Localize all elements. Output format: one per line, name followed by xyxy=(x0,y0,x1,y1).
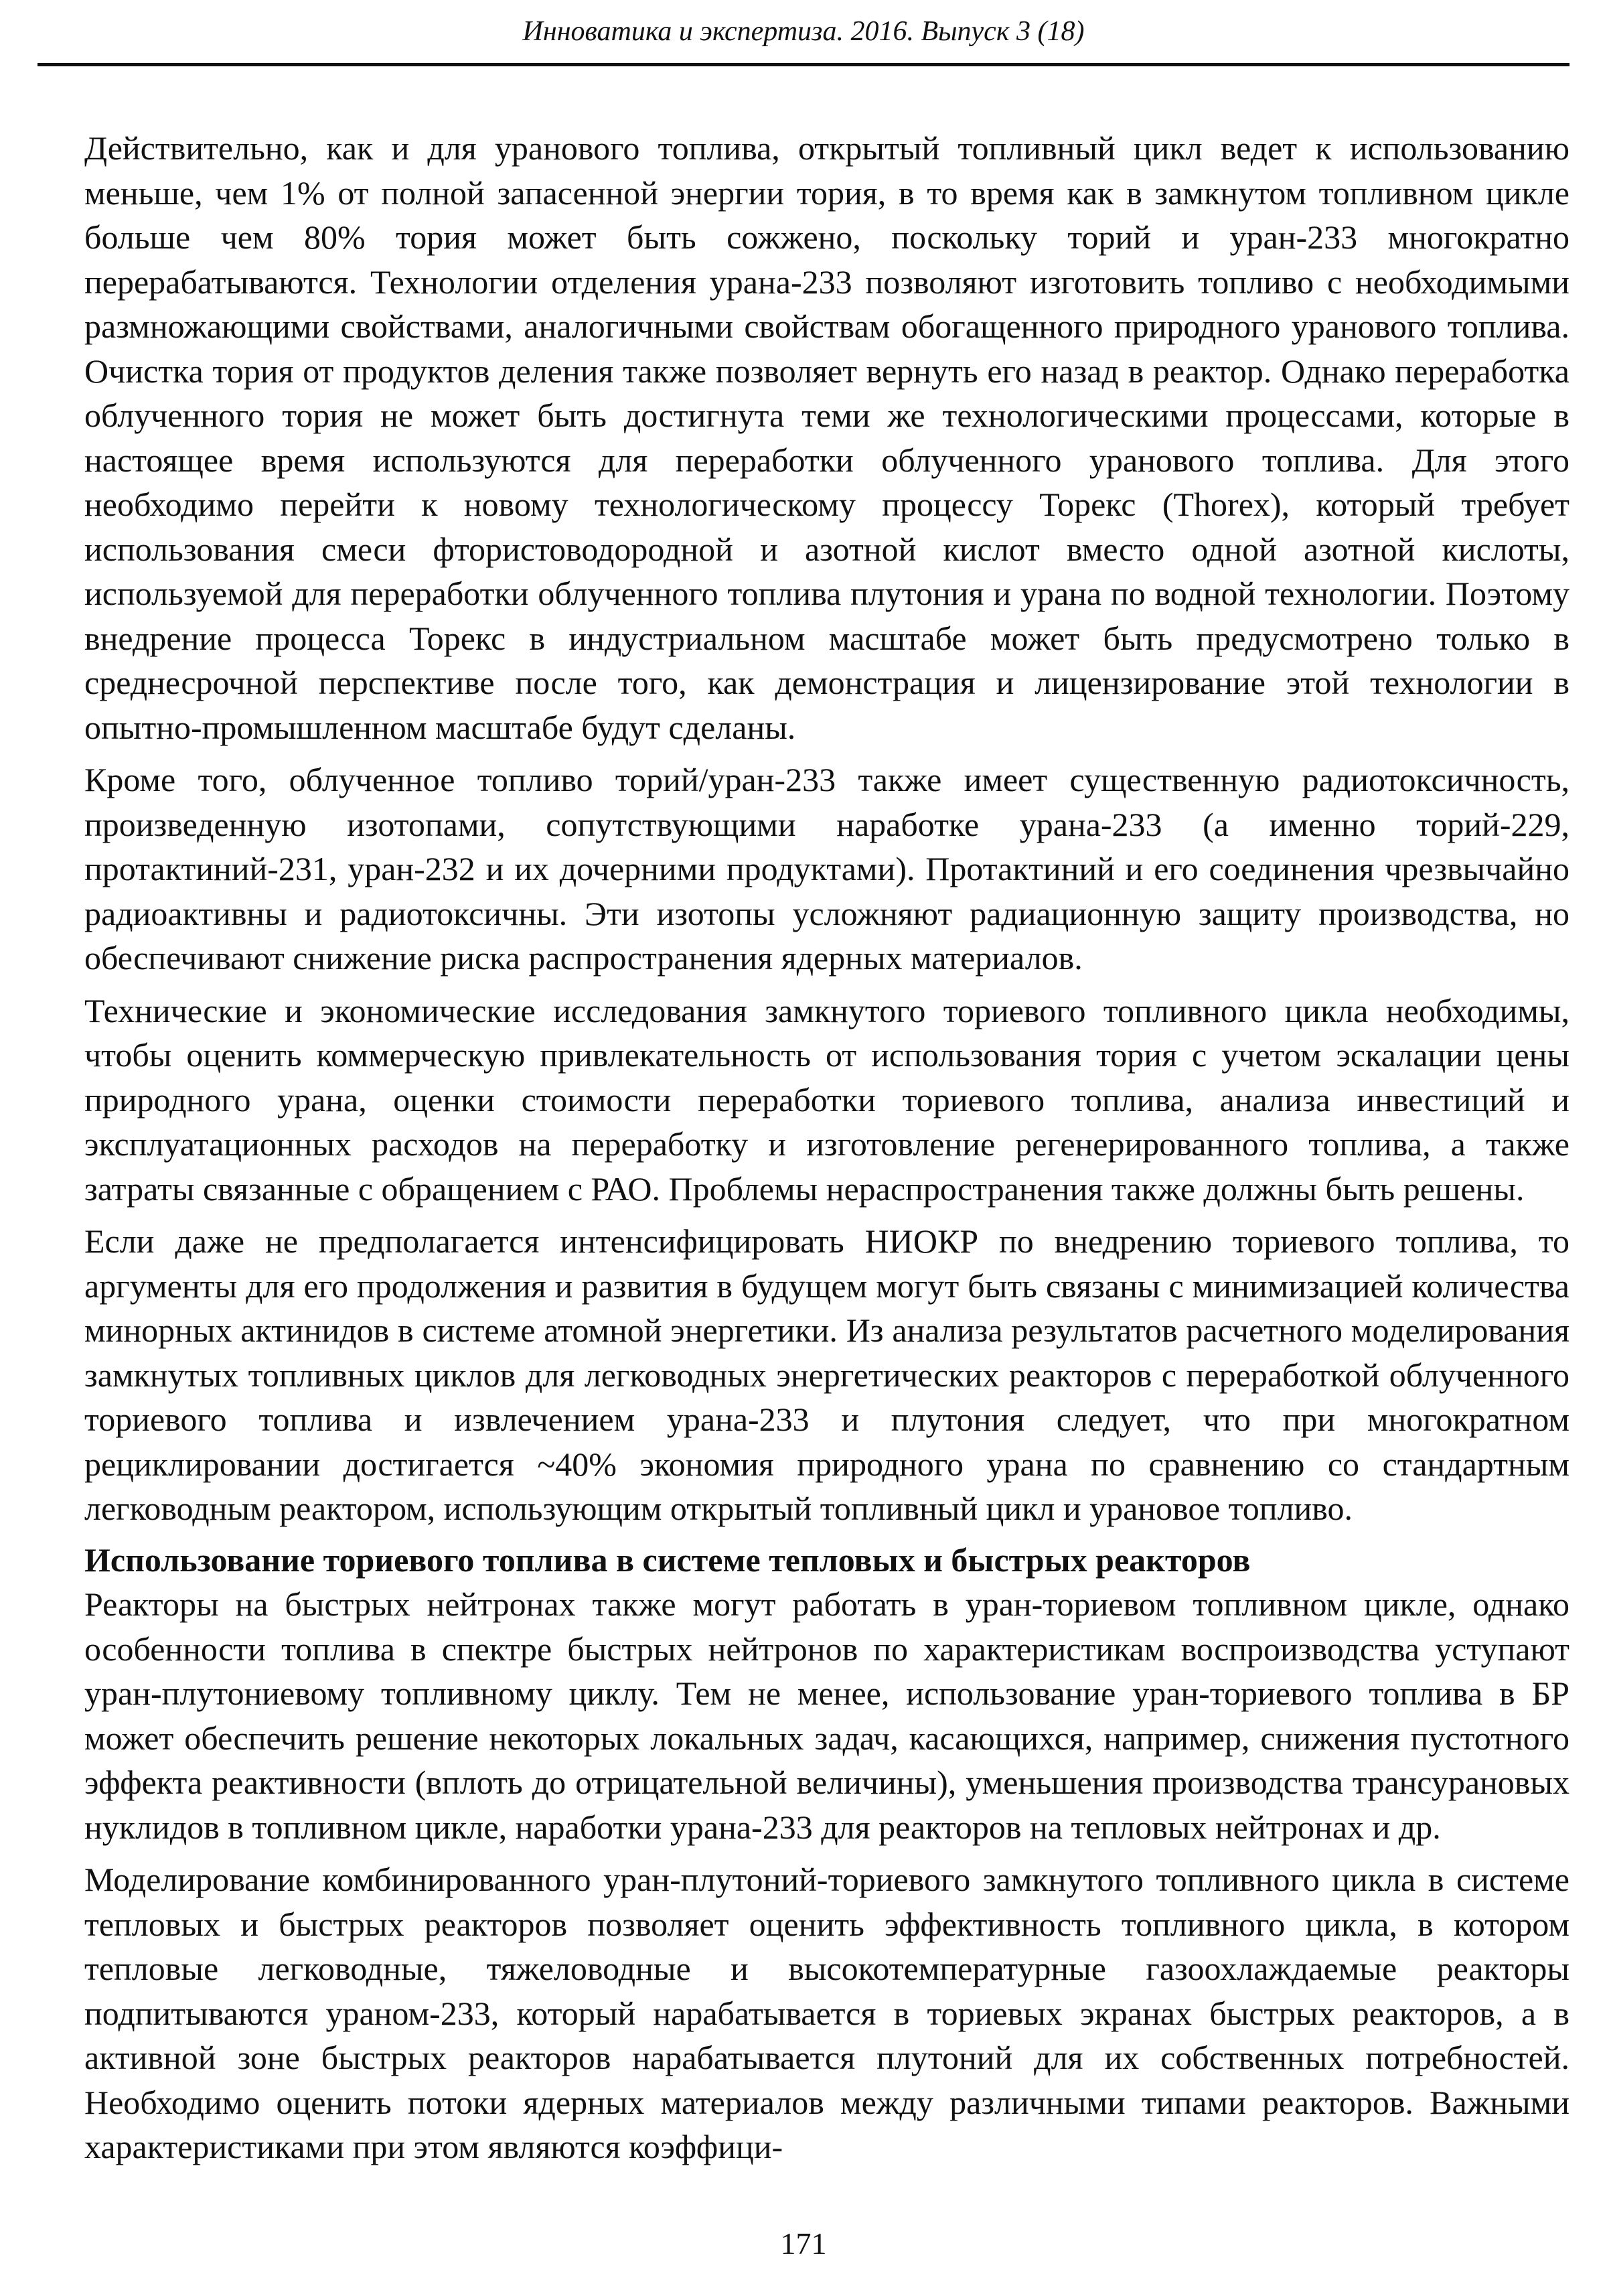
section-heading: Использование ториевого топлива в системе тепловых и быстрых реакторов xyxy=(84,1540,1251,1579)
paragraph-combined-cycle-modeling: Моделирование комбинированного уран-плутоний-ториевого замкнутого топливного цикла в системе тепловых и быстрых реакторов позволяет оценить эффективность топливного цикла, в котором тепловые легководные, тяжеловодные и высокотемпературные газоохлаждаемые реакторы подпитываются ураном-233, который нарабатывается в ториевых экранах быстрых реакторов, а в активной зоне быстрых реакторов нарабатывается плутоний для их собственных потребностей. Необходимо оценить потоки ядерных материалов между различными типами реакторов. Важными характеристиками при этом являются коэффици- xyxy=(84,1861,1570,2165)
page-number: 171 xyxy=(780,2226,827,2261)
running-header: Инноватика и экспертиза. 2016. Выпуск 3 (18) xyxy=(522,16,1085,47)
paragraph-minor-actinides: Если даже не предполагается интенсифицировать НИОКР по внедрению ториевого топлива, то аргументы для его продолжения и развития в будущем могут быть связаны с минимизацией количества минорных актинидов в системе атомной энергетики. Из анализа результатов расчетного моделирования замкнутых топливных циклов для легководных энергетических реакторов с переработкой облученного ториевого топлива и извлечением урана-233 и плутония следует, что при многократном рециклировании достигается ~40% экономия природного урана по сравнению со стандартным легководным реактором, использующим открытый топливный цикл и урановое топливо. xyxy=(84,1222,1570,1527)
paragraph-thorium-closed-cycle: Действительно, как и для уранового топлива, открытый топливный цикл ведет к использованию меньше, чем 1% от полной запасенной энергии тория, в то время как в замкнутом топливном цикле больше чем 80% тория может быть сожжено, поскольку торий и уран-233 многократно перерабатываются. Технологии отделения урана-233 позволяют изготовить топливо с необходимыми размножающими свойствами, аналогичными свойствам обогащенного природного уранового топлива. Очистка тория от продуктов деления также позволяет вернуть его назад в реактор. Однако переработка облученного тория не может быть достигнута теми же технологическими процессами, которые в настоящее время используются для переработки облученного уранового топлива. Для этого необходимо перейти к новому технологическому процессу Торекс (Thorex), который требует использования смеси фтористоводородной и азотной кислот вместо одной азотной кислоты, используемой для переработки облученного топлива плутония и урана по водной технологии. Поэтому внедрение процесса Торекс в индустриальном масштабе может быть предусмотрено только в среднесрочной перспективе после того, как демонстрация и лицензирование этой технологии в опытно-промышленном масштабе будут сделаны. xyxy=(84,129,1570,746)
article-body xyxy=(84,126,1570,2169)
paragraph-radiotoxicity: Кроме того, облученное топливо торий/уран-233 также имеет существенную радиотоксичность, произведенную изотопами, сопутствующими наработке урана-233 (а именно торий-229, протактиний-231, уран-232 и их дочерними продуктами). Протактиний и его соединения чрезвычайно радиоактивны и радиотоксичны. Эти изотопы усложняют радиационную защиту производства, но обеспечивают снижение риска распространения ядерных материалов. xyxy=(84,761,1570,977)
paragraph-economic-studies: Технические и экономические исследования замкнутого ториевого топливного цикла необходимы, чтобы оценить коммерческую привлекательность от использования тория с учетом эскалации цены природного урана, оценки стоимости переработки ториевого топлива, анализа инвестиций и эксплуатационных расходов на переработку и изготовление регенерированного топлива, а также затраты связанные с обращением с РАО. Проблемы нераспространения также должны быть решены. xyxy=(84,991,1570,1208)
header-divider xyxy=(37,63,1570,66)
paragraph-fast-reactors: Реакторы на быстрых нейтронах также могут работать в уран-ториевом топливном цикле, однако особенности топлива в спектре быстрых нейтронов по характеристикам воспроизводства уступают уран-плутониевому топливному циклу. Тем не менее, использование уран-ториевого топлива в БР может обеспечить решение некоторых локальных задач, касающихся, например, снижения пустотного эффекта реактивности (вплоть до отрицательной величины), уменьшения производства трансурановых нуклидов в топливном цикле, наработки урана-233 для реакторов на тепловых нейтронах и др. xyxy=(84,1585,1570,1846)
